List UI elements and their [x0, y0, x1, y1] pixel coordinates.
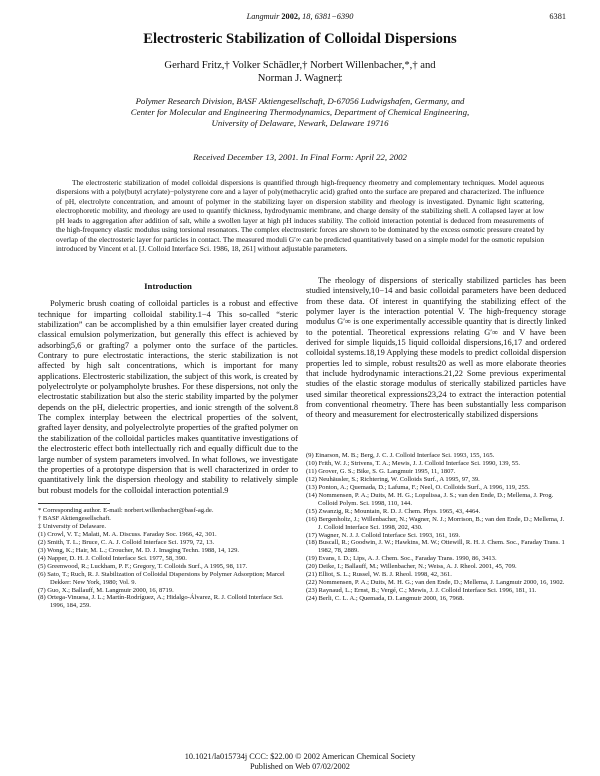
author-line-1: Gerhard Fritz,† Volker Schädler,† Norbert Willenbacher,*,† and: [164, 60, 436, 71]
running-head: [0, 12, 600, 26]
affiliation-line-2: Center for Molecular and Engineering Thermodynamics, Department of Chemical Engineering,: [130, 107, 470, 117]
section-heading-introduction: Introduction: [144, 281, 192, 291]
reference-item: (20) Deike, I.; Ballauff, M.; Willenbacher, N.; Weiss, A. J. Rheol. 2001, 45, 709.: [306, 563, 517, 571]
reference-item: (19) Evans, I. D.; Lips, A. J. Chem. Soc., Faraday Trans. 1990, 86, 3413.: [306, 555, 497, 563]
author-list: [60, 59, 540, 85]
author-line-2: Norman J. Wagner‡: [257, 73, 343, 84]
reference-item: (24) Berli, C. L. A.; Quemada, D. Langmuir 2000, 16, 7968.: [306, 595, 465, 603]
reference-item: (8) Ortega-Vinuesa, J. L.; Martín-Rodríguez, A.; Hidalgo-Álvarez, R. J. Colloid Interface Sci. 1996, 184, 259.: [38, 594, 284, 610]
affiliations: [52, 96, 548, 129]
journal-year: 2002,: [281, 12, 301, 21]
reference-item: ‡ University of Delaware.: [38, 522, 106, 530]
affiliation-line-1: Polymer Research Division, BASF Aktiengesellschaft, D-67056 Ludwigshafen, Germany, and: [135, 96, 465, 106]
article-title: Electrosteric Stabilization of Colloidal Dispersions: [143, 31, 457, 47]
reference-item: (11) Grover, G. S.; Bike, S. G. Langmuir 1995, 11, 1807.: [306, 467, 456, 475]
reference-item: (5) Greenwood, R.; Luckham, P. F.; Gregory, T. Colloids Surf., A 1995, 98, 117.: [38, 562, 248, 570]
abstract: [56, 178, 544, 254]
reference-item: † BASF Aktiengesellschaft.: [38, 514, 111, 522]
received-dates: Received December 13, 2001. In Final Form: April 22, 2002: [193, 152, 407, 162]
reference-item: (13) Ponton, A.; Quemada, D.; Lafuma, F.; Neel, O. Colloids Surf., A 1996, 119, 255.: [306, 483, 530, 491]
journal-reference: [0, 12, 600, 21]
reference-item: (18) Buscall, R.; Goodwin, J. W.; Hawkins, M. W.; Ottewill, R. H. J. Chem. Soc., Faraday Trans. 1 1982, 78, 2889.: [306, 539, 565, 555]
reference-item: (14) Nommensen, P. A.; Duits, M. H. G.; Lopulissa, J. S.; van den Ende, D.; Mellema, J. Prog. Colloid Polym. Sci. 1998, 110, 144.: [306, 491, 554, 507]
reference-item: (22) Nommensen, P. A.; Duits, M. H. G.; van den Ende, D.; Mellema, J. Langmuir 2000, 16, 1902.: [306, 579, 565, 587]
abstract-text: The electrosteric stabilization of model colloidal dispersions is quantified through high-frequency rheometry and complementary techniques. Model aqueous dispersions with a poly(butyl acrylate)−polystyrene core and a layer of poly(methacrylic acid) grafted onto the surface are prepared and characterized. The influence of pH, electrolyte concentration, and amount of polymer in the stabilizing layer on dispersion stability and rheology is investigated. Dynamic light scattering, electrophoretic mobility, and rheology are used to quantify thickness, hydrodynamic membrane, and charge density of the stabilizing shell. A collapsed layer at low pH leads to aggregation after addition of salt, while a swollen layer at high pH induces stability. The colloid interaction potential is deduced from measurements of the high-frequency elastic modulus using torsional resonators. The complex electrosteric forces are shown to be dominated by the excess osmotic pressure created by overlap of the electrosteric layer for particles in contact. The measured moduli G′∞ can be predicted quantitatively based on a simple model for the osmotic repulsion introduced by Vincent et al. [J. Colloid Interface Sci. 1986, 18, 261] without adjustable parameters.: [56, 178, 544, 254]
reference-item: (17) Wagner, N. J. J. Colloid Interface Sci. 1993, 161, 169.: [306, 531, 461, 539]
journal-pages: 6381−6390: [314, 12, 354, 21]
reference-item: (1) Crowl, V. T.; Malati, M. A. Discuss. Faraday Soc. 1966, 42, 301.: [38, 530, 217, 538]
affiliation-line-3: University of Delaware, Newark, Delaware 19716: [211, 118, 389, 128]
doi-line: 10.1021/la015734j CCC: $22.00 © 2002 American Chemical Society: [184, 752, 416, 761]
published-date: Published on Web 07/02/2002: [250, 762, 350, 771]
intro-paragraph-1: Polymeric brush coating of colloidal particles is a robust and effective technique for imparting colloidal stability.1−4 This so-called “steric stabilization” can be accomplished by a thin emulsifier layer created during classical emulsion polymerization, but generally this effect is achieved by adsorbing5,6 or grafting7 a polymer onto the surface of the particles. Contrary to pure electrostatic interactions, the steric stabilization is not affected by high salt concentrations, which is important for many applications. Electrosteric stabilization, the subject of this work, is created by polyelectrolyte or polyampholyte brushes. For these dispersions, not only the electrostatic stabilization but also the steric stability imparted by the polymer depends on the pH, dielectric properties, and ionic strength of the solvent.8 The complex interplay between the electrical properties of the solvent, grafted layer density, and polyelectrolyte properties of the grafted polymer on the stabilization of the colloidal particles makes quantitative investigations of the electrosteric effect both intellectually rich and equally difficult due to the large number of system parameters involved. In what follows, we investigate the properties of a prototype dispersion that is well characterized in order to quantitatively link the dispersion rheology and stability to relatively simple but robust models for the colloidal interaction potential.9: [38, 299, 298, 495]
reference-item: (21) Elliot, S. L.; Russel, W. B. J. Rheol. 1998, 42, 361.: [306, 571, 452, 579]
reference-item: (12) Neuhäusler, S.; Richtering, W. Colloids Surf., A 1995, 97, 39.: [306, 475, 480, 483]
reference-item: (3) Wong, K.; Hair, M. L.; Croucher, M. D. J. Imaging Techn. 1988, 14, 129.: [38, 546, 239, 554]
footnotes-right: [306, 452, 566, 603]
reference-item: (23) Raynaud, L.; Ernst, B.; Vergé, C.; Mewis, J. J. Colloid Interface Sci. 1996, 181, 11.: [306, 587, 537, 595]
journal-name: Langmuir: [246, 12, 280, 21]
reference-item: (6) Sato, T.; Ruch, R. J. Stabilization of Colloidal Dispersions by Polymer Adsorption; Marcel Dekker: New York, 1980; Vol. 9.: [38, 570, 285, 586]
journal-volume: 18,: [302, 12, 313, 21]
right-column: [306, 276, 566, 421]
reference-item: * Corresponding author. E-mail: norbert.willenbacher@basf-ag.de.: [38, 507, 214, 514]
reference-item: (16) Bergenholtz, J.; Willenbacher, N.; Wagner, N. J.; Morrison, B.; van den Ende, D.; Mellema, J. J. Colloid Interface Sci. 1998, 202, 430.: [306, 515, 565, 531]
page-number: 6381: [549, 12, 566, 21]
left-column: [38, 281, 298, 496]
footnote-divider: [38, 503, 110, 504]
reference-item: (10) Frith, W. J.; Strivens, T. A.; Mewis, J. J. Colloid Interface Sci. 1990, 139, 55.: [306, 459, 520, 467]
intro-paragraph-2: The rheology of dispersions of sterically stabilized particles has been studied intensively,10−14 and basic colloidal parameters have been deduced from these data. Of interest in quantifying the stabilizing effect of the polymer layer is the interaction potential V. The high-frequency storage modulus G′∞ is one experimentally accessible quantity that is directly linked to the potential. Theoretical expressions relating G′∞ and V have been derived for simple liquids,15 liquid colloidal dispersions,16,17 and ordered colloidal systems.18,19 Applying these models to predict colloidal dispersion properties led to simple, robust results20 as well as more elaborate theories that include hydrodynamic interactions.21,22 Some previous experimental studies of the elastic storage modulus of sterically stabilized particles have used similar theoretical expressions23,24 to extract the interaction potential from conventional rheometry. There has been substantially less comparison of theory and measurement for electrosterically stabilized dispersions: [306, 276, 566, 420]
reference-item: (15) Zwanzig, R.; Mountain, R. D. J. Chem. Phys. 1965, 43, 4464.: [306, 507, 481, 515]
reference-item: (9) Einarson, M. B.; Berg, J. C. J. Colloid Interface Sci. 1993, 155, 165.: [306, 452, 495, 459]
reference-item: (7) Guo, X.; Ballauff, M. Langmuir 2000, 16, 8719.: [38, 586, 174, 594]
reference-item: (2) Smith, T. L.; Bruce, C. A. J. Colloid Interface Sci. 1979, 72, 13.: [38, 538, 215, 546]
footnotes-left: [38, 507, 298, 610]
reference-item: (4) Napper, D. H. J. Colloid Interface Sci. 1977, 58, 390.: [38, 554, 187, 562]
